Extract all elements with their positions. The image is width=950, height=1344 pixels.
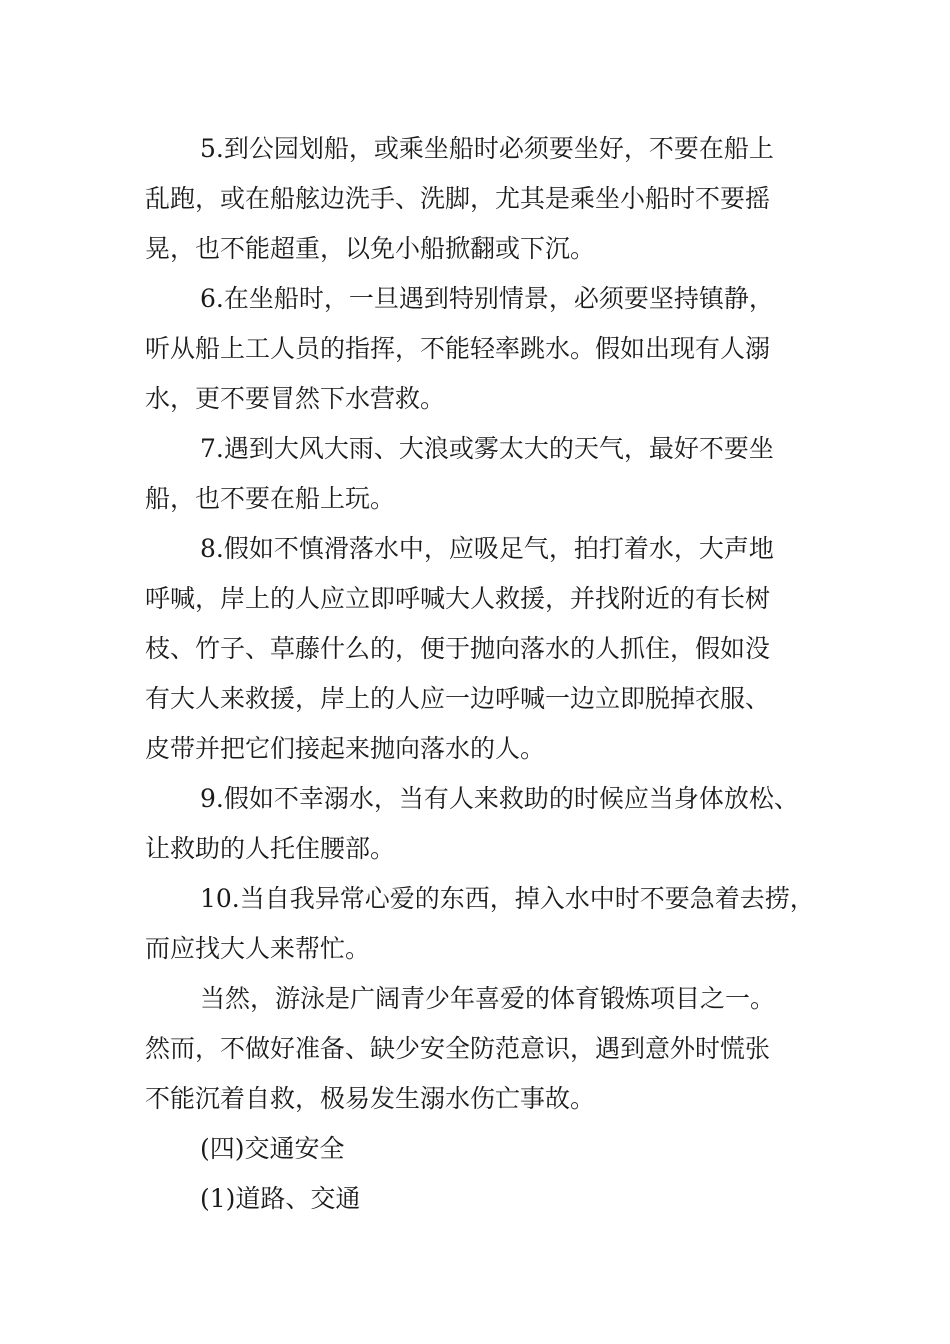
summary-paragraph-line-1: 当然，游泳是广阔青少年喜爱的体育锻炼项目之一。 — [200, 984, 776, 1013]
paragraph-10-line-1: 10.当自我异常心爱的东西，掉入水中时不要急着去捞， — [200, 884, 815, 913]
paragraph-9-line-1: 9.假如不幸溺水，当有人来救助的时候应当身体放松、 — [200, 784, 799, 813]
summary-paragraph-line-2: 然而，不做好准备、缺少安全防范意识，遇到意外时慌张 — [145, 1034, 771, 1063]
summary-paragraph-line-3: 不能沉着自救，极易发生溺水伤亡事故。 — [145, 1084, 596, 1113]
paragraph-8-line-4: 有大人来救援，岸上的人应一边呼喊一边立即脱掉衣服、 — [145, 684, 771, 713]
paragraph-9-line-2: 让救助的人托住腰部。 — [145, 834, 396, 863]
paragraph-8-line-1: 8.假如不慎滑落水中，应吸足气，拍打着水，大声地 — [200, 534, 774, 563]
paragraph-5-line-2: 乱跑，或在船舷边洗手、洗脚，尤其是乘坐小船时不要摇 — [145, 184, 771, 213]
paragraph-8-line-5: 皮带并把它们接起来抛向落水的人。 — [145, 734, 546, 763]
paragraph-8-line-2: 呼喊，岸上的人应立即呼喊大人救援，并找附近的有长树 — [145, 584, 771, 613]
paragraph-6-line-3: 水，更不要冒然下水营救。 — [145, 384, 446, 413]
section-heading: (四)交通安全 — [200, 1134, 345, 1163]
paragraph-6-line-1: 6.在坐船时，一旦遇到特别情景，必须要坚持镇静， — [200, 284, 774, 313]
paragraph-7-line-2: 船，也不要在船上玩。 — [145, 484, 396, 513]
paragraph-8-line-3: 枝、竹子、草藤什么的，便于抛向落水的人抓住，假如没 — [145, 634, 771, 663]
paragraph-6-line-2: 听从船上工人员的指挥，不能轻率跳水。假如出现有人溺 — [145, 334, 771, 363]
subsection-heading: (1)道路、交通 — [200, 1184, 361, 1213]
paragraph-5-line-3: 晃，也不能超重，以免小船掀翻或下沉。 — [145, 234, 596, 263]
paragraph-10-line-2: 而应找大人来帮忙。 — [145, 934, 371, 963]
paragraph-5-line-1: 5.到公园划船，或乘坐船时必须要坐好，不要在船上 — [200, 134, 774, 163]
paragraph-7-line-1: 7.遇到大风大雨、大浪或雾太大的天气，最好不要坐 — [200, 434, 774, 463]
